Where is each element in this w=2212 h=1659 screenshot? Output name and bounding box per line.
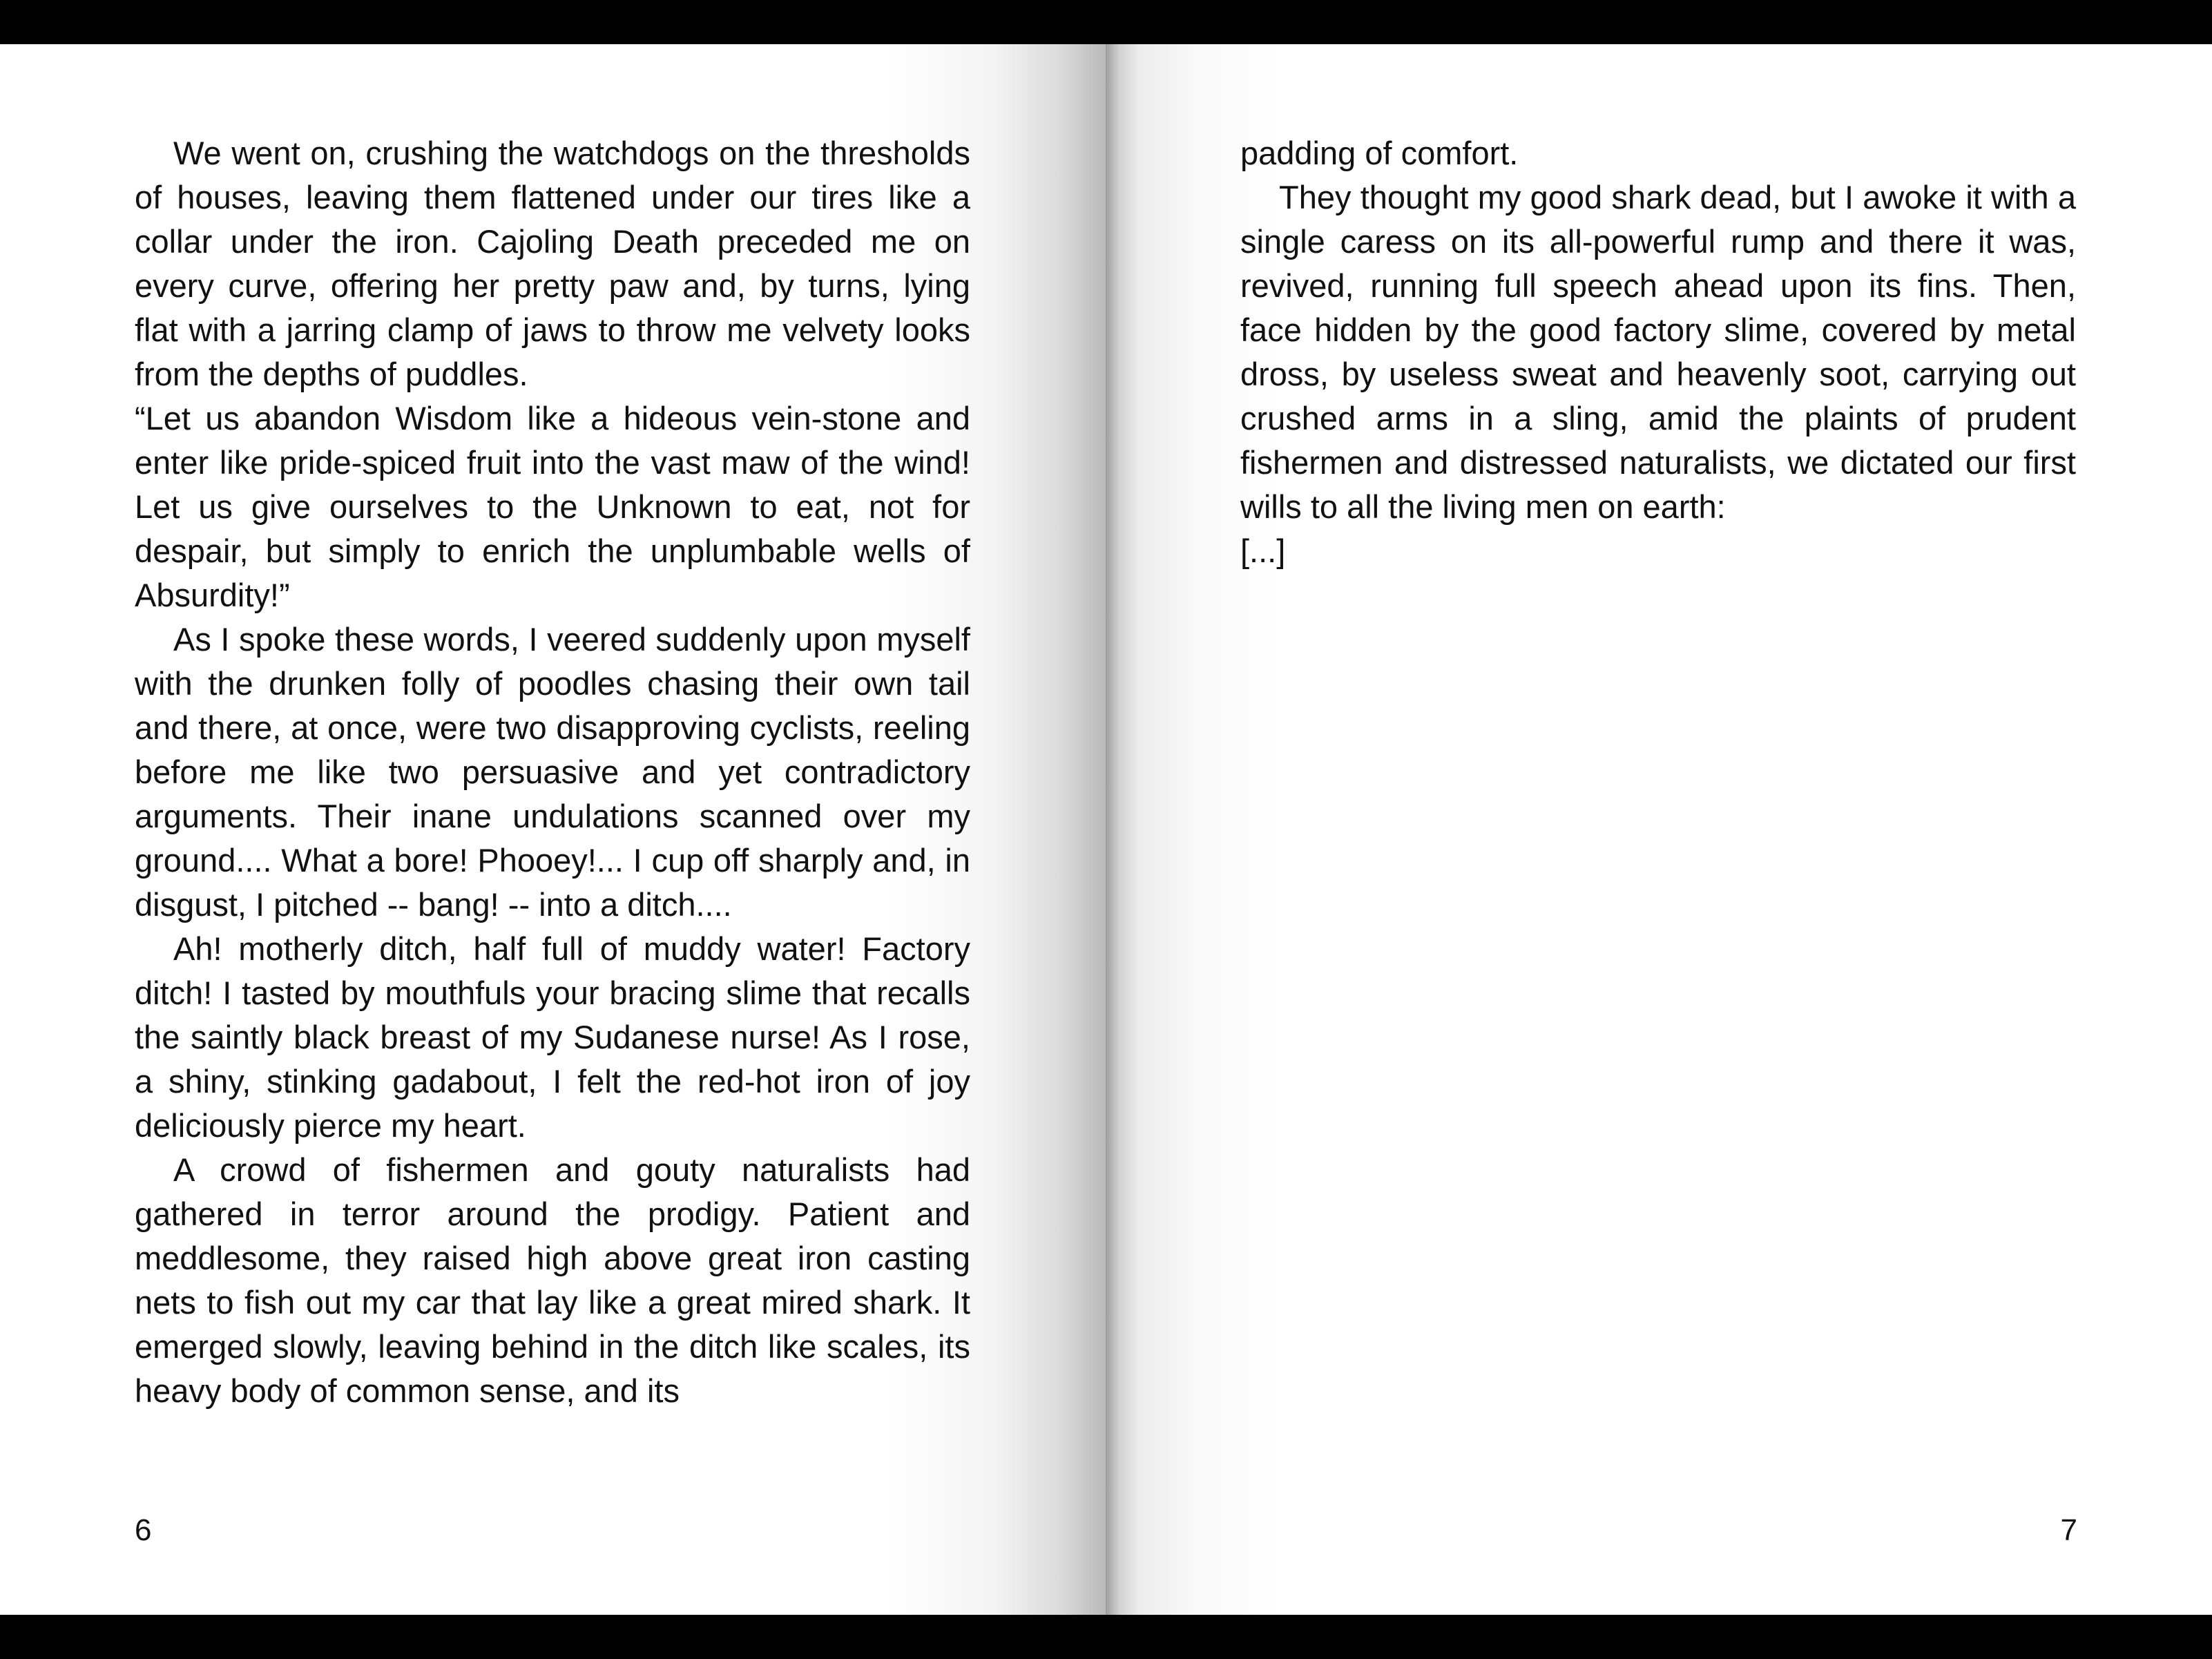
- left-page-text: [135, 131, 970, 1413]
- book-spread: [0, 44, 2212, 1615]
- paragraph: Ah! motherly ditch, half full of muddy water! Factory ditch! I tasted by mouthfuls your bracing slime that recalls the saintly black breast of my Sudanese nurse! As I rose, a shiny, stinking gadabout, I felt the red-hot iron of joy deliciously pierce my heart.: [135, 930, 970, 1144]
- paragraph: As I spoke these words, I veered suddenly upon myself with the drunken folly of poodles chasing their own tail and there, at once, were two disapproving cyclists, reeling before me like two persuasive and yet contradictory arguments. Their inane undulations scanned over my ground.... What a bore! Phooey!... I cup off sharply and, in disgust, I pitched -- bang! -- into a ditch....: [135, 621, 970, 923]
- left-page: [0, 44, 1106, 1615]
- page-number-right: 7: [2060, 1513, 2077, 1547]
- paragraph: padding of comfort.: [1240, 135, 1519, 171]
- paragraph: We went on, crushing the watchdogs on the thresholds of houses, leaving them flattened under our tires like a collar under the iron. Cajoling Death preceded me on every curve, offering her pretty paw and, by turns, lying flat with a jarring clamp of jaws to throw me velvety looks from the depths of puddles.: [135, 135, 970, 392]
- paragraph: They thought my good shark dead, but I awoke it with a single caress on its all-powerful rump and there it was, revived, running full speech ahead upon its fins. Then, face hidden by the good factory slime, covered by metal dross, by useless sweat and heavenly soot, carrying out crushed arms in a sling, amid the plaints of prudent fishermen and distressed naturalists, we dictated our first wills to all the living men on earth:: [1240, 179, 2076, 525]
- page-number-left: 6: [135, 1513, 152, 1547]
- ellipsis-marker: [...]: [1240, 533, 1286, 569]
- right-page: [1106, 44, 2212, 1615]
- paragraph: “Let us abandon Wisdom like a hideous vein-stone and enter like pride-spiced fruit into the vast maw of the wind! Let us give ourselves to the Unknown to eat, not for despair, but simply to enrich the unplumbable wells of Absurdity!”: [135, 400, 970, 613]
- paragraph: A crowd of fishermen and gouty naturalists had gathered in terror around the prodigy. Patient and meddlesome, they raised high above great iron casting nets to fish out my car that lay like a great mired shark. It emerged slowly, leaving behind in the ditch like scales, its heavy body of common sense, and its: [135, 1151, 970, 1409]
- right-page-text: [1240, 131, 2076, 573]
